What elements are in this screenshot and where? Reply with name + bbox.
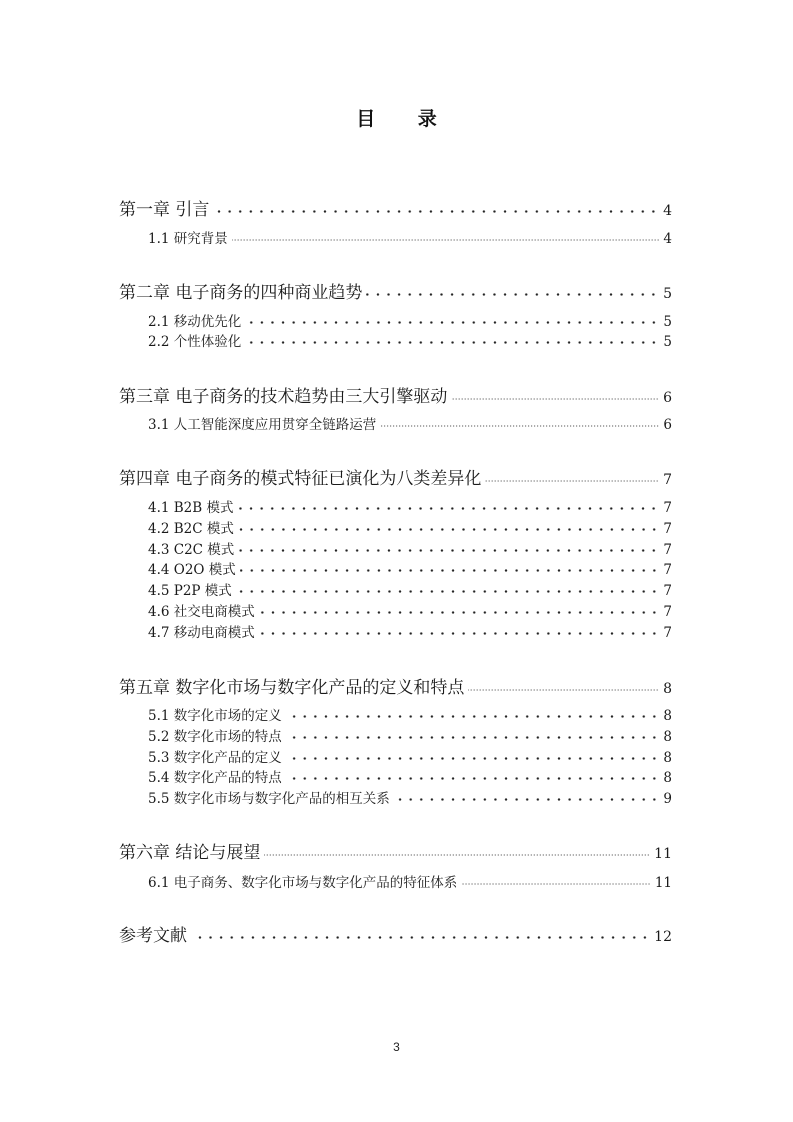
toc-entry-label: 第一章 引言 (119, 200, 210, 220)
toc-entry-label: 5.2 数字化市场的特点 (148, 729, 282, 745)
dot-leader (259, 624, 660, 638)
toc-section-entry[interactable] (0, 227, 793, 247)
toc-chapter-entry[interactable] (0, 195, 793, 220)
dot-leader (245, 313, 659, 327)
toc-entry-page: 11 (654, 875, 672, 891)
toc-section-entry[interactable] (0, 517, 793, 537)
toc-entry-label: 5.1 数字化市场的定义 (148, 708, 282, 724)
toc-entry-label: 第二章 电子商务的四种商业趋势 (119, 283, 363, 303)
toc-entry-page: 7 (663, 500, 672, 516)
dot-leader (451, 385, 659, 402)
toc-entry-label: 4.3 C2C 模式 (148, 542, 235, 558)
toc-section-entry[interactable] (0, 413, 793, 433)
dot-leader (236, 582, 660, 596)
toc-entry-label: 5.5 数字化市场与数字化产品的相互关系 (148, 791, 390, 807)
toc-entry-label: 5.3 数字化产品的定义 (148, 750, 282, 766)
toc-entry-label: 参考文献 (119, 926, 187, 946)
toc-entry-page: 12 (654, 929, 672, 945)
toc-chapter-entry[interactable] (0, 382, 793, 407)
toc-entry-label: 2.1 移动优先化 (148, 314, 242, 330)
toc-entry-page: 6 (663, 390, 672, 406)
toc-section-entry[interactable] (0, 538, 793, 558)
toc-entry-page: 7 (663, 521, 672, 537)
toc-entry-label: 4.1 B2B 模式 (148, 500, 234, 516)
toc-entry-page: 7 (663, 472, 672, 488)
toc-entry-label: 1.1 研究背景 (148, 231, 228, 247)
toc-section-entry[interactable] (0, 330, 793, 350)
toc-entry-page: 4 (663, 203, 672, 219)
toc-chapter-entry[interactable] (0, 278, 793, 303)
toc-section-entry[interactable] (0, 621, 793, 641)
toc-entry-page: 5 (663, 334, 672, 350)
toc-entry-label: 2.2 个性体验化 (148, 334, 242, 350)
toc-section-entry[interactable] (0, 704, 793, 724)
toc-chapter-entry[interactable] (0, 838, 793, 863)
toc-chapter-entry[interactable] (0, 921, 793, 946)
dot-leader (286, 769, 660, 783)
dot-leader (286, 707, 660, 721)
toc-entry-label: 4.2 B2C 模式 (148, 521, 234, 537)
toc-entry-page: 7 (663, 604, 672, 620)
toc-chapter-entry[interactable] (0, 673, 793, 698)
toc-section-entry[interactable] (0, 787, 793, 807)
dot-leader (286, 749, 660, 763)
toc-entry-label: 3.1 人工智能深度应用贯穿全链路运营 (148, 417, 377, 433)
toc-section-entry[interactable] (0, 579, 793, 599)
dot-leader (264, 841, 650, 858)
toc-entry-label: 4.7 移动电商模式 (148, 625, 255, 641)
dot-leader (366, 281, 659, 298)
toc-entry-label: 第五章 数字化市场与数字化产品的定义和特点 (119, 678, 465, 698)
toc-entry-page: 7 (663, 625, 672, 641)
toc-section-entry[interactable] (0, 766, 793, 786)
dot-leader (380, 416, 659, 430)
toc-entry-label: 5.4 数字化产品的特点 (148, 770, 282, 786)
toc-entry-label: 第六章 结论与展望 (119, 843, 261, 863)
dot-leader (240, 561, 660, 575)
dot-leader (237, 499, 659, 513)
dot-leader (232, 230, 660, 244)
toc-entry-label: 4.5 P2P 模式 (148, 583, 232, 599)
toc-section-entry[interactable] (0, 496, 793, 516)
toc-entry-page: 8 (663, 750, 672, 766)
dot-leader (238, 520, 660, 534)
toc-entry-page: 5 (663, 286, 672, 302)
toc-section-entry[interactable] (0, 725, 793, 745)
toc-entry-page: 8 (663, 770, 672, 786)
dot-leader (286, 728, 660, 742)
toc-chapter-entry[interactable] (0, 464, 793, 489)
toc-entry-label: 6.1 电子商务、数字化市场与数字化产品的特征体系 (148, 875, 458, 891)
toc-entry-label: 4.6 社交电商模式 (148, 604, 255, 620)
toc-section-entry[interactable] (0, 600, 793, 620)
toc-entry-page: 7 (663, 583, 672, 599)
dot-leader (468, 676, 659, 693)
toc-entry-page: 8 (663, 729, 672, 745)
toc-entry-page: 7 (663, 542, 672, 558)
dot-leader (245, 333, 659, 347)
toc-section-entry[interactable] (0, 310, 793, 330)
dot-leader (238, 541, 659, 555)
toc-entry-page: 7 (663, 562, 672, 578)
toc-entry-page: 9 (663, 791, 672, 807)
dot-leader (213, 198, 659, 215)
toc-entry-page: 6 (663, 417, 672, 433)
toc-section-entry[interactable] (0, 558, 793, 578)
page-number: 3 (393, 1040, 400, 1054)
toc-entry-page: 8 (663, 708, 672, 724)
toc-entry-page: 5 (663, 314, 672, 330)
toc-entry-label: 第四章 电子商务的模式特征已演化为八类差异化 (119, 469, 482, 489)
dot-leader (394, 790, 660, 804)
toc-section-entry[interactable] (0, 746, 793, 766)
dot-leader (485, 467, 659, 484)
toc-entry-page: 8 (663, 681, 672, 697)
toc-title: 目 录 (356, 108, 455, 130)
toc-entry-label: 第三章 电子商务的技术趋势由三大引擎驱动 (119, 387, 448, 407)
toc-entry-page: 4 (663, 231, 672, 247)
dot-leader (461, 874, 651, 888)
toc-entry-page: 11 (654, 846, 672, 862)
dot-leader (191, 924, 650, 941)
toc-section-entry[interactable] (0, 871, 793, 891)
toc-entry-label: 4.4 O2O 模式 (148, 562, 236, 578)
dot-leader (259, 603, 660, 617)
